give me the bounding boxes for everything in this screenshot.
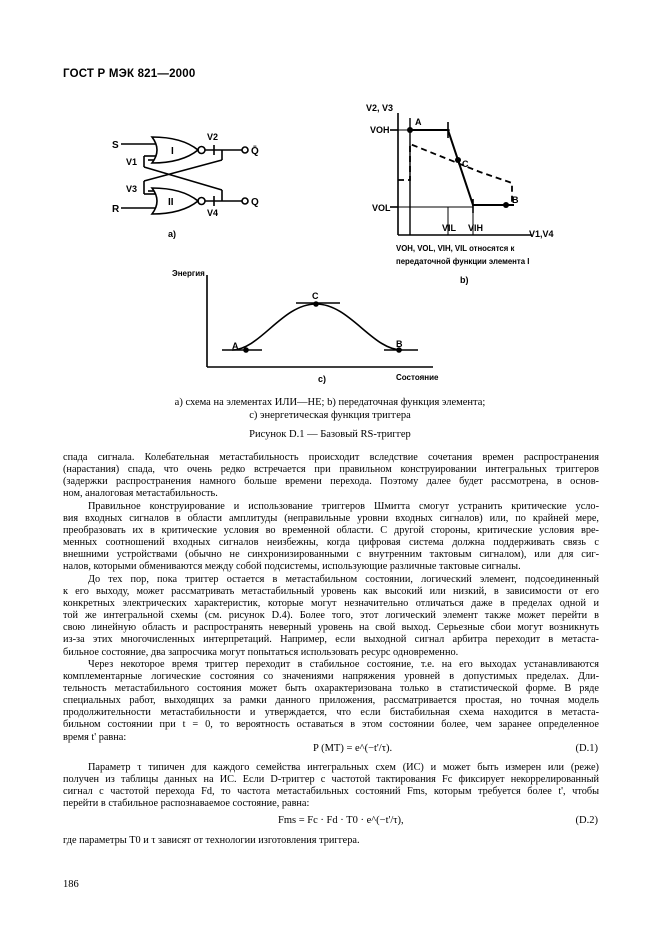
nor-gate-ii [152,188,198,214]
b-point-a-label: A [415,117,422,127]
text-line: внешними устройствами (обычно не синхронизированными с внутренним тактовым сигналом), или для сиг- [63,549,599,561]
paragraph-2 [63,501,599,574]
text-line: ном, аналоговая метастабильность. [63,488,218,500]
text-line: (задержки распространения намного больше времени перехода. Поэтому далее будет рассмотрена, в основ- [63,476,599,488]
text-line: тельность метастабильного состояния может быть охарактеризована только в статистической форме. В ряде [63,683,599,695]
text-line: бильном состоянии при t = 0, то вероятность оставаться в этом состоянии более, чем заранее определенное [63,719,599,731]
paragraph-4 [63,659,599,744]
b-vih-label: VIH [468,223,484,233]
text-line: бильное состояние, два запросчика могут попытаться использовать ресурс одновременно. [63,646,459,658]
paragraph-6: где параметры T0 и τ зависят от технологии изготовления триггера. [63,835,360,846]
c-point-a-label: A [232,341,239,351]
node-v4-label: V4 [207,208,219,218]
paragraph-1 [63,452,599,500]
text-line: сигнал с частотой перехода Fd, то частота метастабильных состояний Fms, которым требуется более t', чтобы [63,786,599,798]
point-a-c [243,347,249,353]
b-note-line1: VOH, VOL, VIH, VIL относятся к [396,244,515,253]
document-header: ГОСТ Р МЭК 821—2000 [63,68,196,80]
b-vil-label: VIL [442,223,457,233]
text-line: продолжительности метастабильности и утверждается, что если бистабильная схема находится в метаста- [63,707,599,719]
figure-title: Рисунок D.1 — Базовый RS-триггер [249,429,411,440]
text-line: налов, которыми обмениваются между собой подсистемы, использующие различные тактовые сигналы. [63,561,521,573]
text-line: вия входных сигналов в области амплитуды (неправильные уровни входных сигналов) или, по крайней мере, [63,513,599,525]
text-line: До тех пор, пока триггер остается в метастабильном состоянии, логический элемент, подсоединенный [88,574,599,585]
figure-a-label: a) [168,229,177,239]
node-v3-label: V3 [126,184,138,194]
c-point-c-label: C [312,291,319,301]
c-yaxis-label: Энергия [172,269,205,278]
nor-gate-i [152,137,198,163]
output-qbar-label: Q̄ [251,146,259,157]
equation-d2-number: (D.2) [575,815,598,826]
paragraph-5 [63,762,599,810]
text-line: из-за этих многочисленных интерпретаций. Например, если выходной сигнал арбитра переходит в метаста- [63,634,599,646]
text-line: к его выходу, может рассматривать метастабильный уровень как высокий или низкий, в зависимости от его [63,586,599,598]
output-q-label: Q [251,197,259,208]
b-point-c-label: C [462,159,469,169]
figure-caption-line-2: c) энергетическая функция триггера [249,410,411,421]
b-point-b-label: B [512,195,519,205]
gate-ii-label: II [168,197,174,208]
input-r-label: R [112,204,120,215]
b-yaxis-label: V2, V3 [366,103,394,113]
text-line: преобразовать их в критические условия во временной области. С другой стороны, критические условия вре- [63,525,599,537]
text-line: спада сигнала. Колебательная метастабильность происходит вследствие сочетания времен распространения [63,452,599,463]
b-note-line2: передаточной функции элемента I [396,257,530,266]
figure-caption-line-1: a) схема на элементах ИЛИ—НЕ; b) передаточная функция элемента; [174,397,486,408]
b-voh-label: VOH [370,125,390,135]
energy-curve [232,304,402,350]
node-v2-label: V2 [207,132,219,142]
point-c-c [313,301,319,307]
b-vol-label: VOL [372,203,391,213]
node-v1-label: V1 [126,157,138,167]
text-line: Через некоторое время триггер переходит в стабильное состояние, т.е. на его выходах устанавливаются [88,659,599,670]
text-line: получен из таблицы данных на ИС. Если D-триггер с частотой тактирования Fc фиксирует некоррелированный [63,774,599,786]
input-s-label: S [112,140,119,151]
text-line: (нарастания) спада, что очень редко встречается при правильном конструировании интегральных триггеров [63,464,599,476]
text-line: время t' равна: [63,731,127,743]
energy-function-plot [207,275,433,367]
paragraph-3 [63,574,599,659]
text-line: конкретных электрических характеристик, которые могут незначительно отличаться даже в пределах одной и [63,598,599,610]
text-line: Правильное конструирование и использование триггеров Шмитта смогут устранить критические усло- [88,501,599,512]
b-xaxis-label: V1,V4 [529,229,554,239]
text-line: свою линейную область и распространять неверный уровень на свой выход. Серьезные сбои могут возникнуть [63,622,599,634]
qbar-terminal [242,147,248,153]
text-line: перейти в стабильное распознаваемое состояние, равна: [63,798,310,810]
text-line: Параметр τ типичен для каждого семейства интегральных схем (ИС) и может быть измерен или (реже) [88,762,599,773]
text-line: той же интегральной схемы (см. рисунок D.4). Более того, этот логический элемент также может перейти в [63,610,599,622]
figure-d1 [0,0,661,400]
nor-circuit-diagram [121,137,248,214]
equation-d1: P (MT) = e^(−t'/τ). [313,743,393,754]
c-xaxis-label: Состояние [396,373,439,382]
gate-i-label: I [171,146,174,157]
figure-c-label: c) [318,374,327,384]
text-line: специальных работ, выходящих за рамки данного приложения, рассматривается простая, но точная модель [63,695,599,707]
equation-d1-number: (D.1) [575,743,598,754]
point-a-b [407,127,413,133]
point-b-b [503,202,509,208]
equation-d2: Fms = Fc · Fd · T0 · e^(−t'/τ), [278,815,404,826]
figure-b-label: b) [460,275,469,285]
text-line: комплементарные логические состояния со значениями напряжения уровней в допустимых пределах. Дли- [63,671,599,683]
text-line: менных соотношений входных сигналов неизбежны, когда цифровая система должна поддерживать связь с [63,537,599,549]
page-number: 186 [63,879,79,890]
c-point-b-label: B [396,339,403,349]
point-c-b [455,157,461,163]
q-terminal [242,198,248,204]
